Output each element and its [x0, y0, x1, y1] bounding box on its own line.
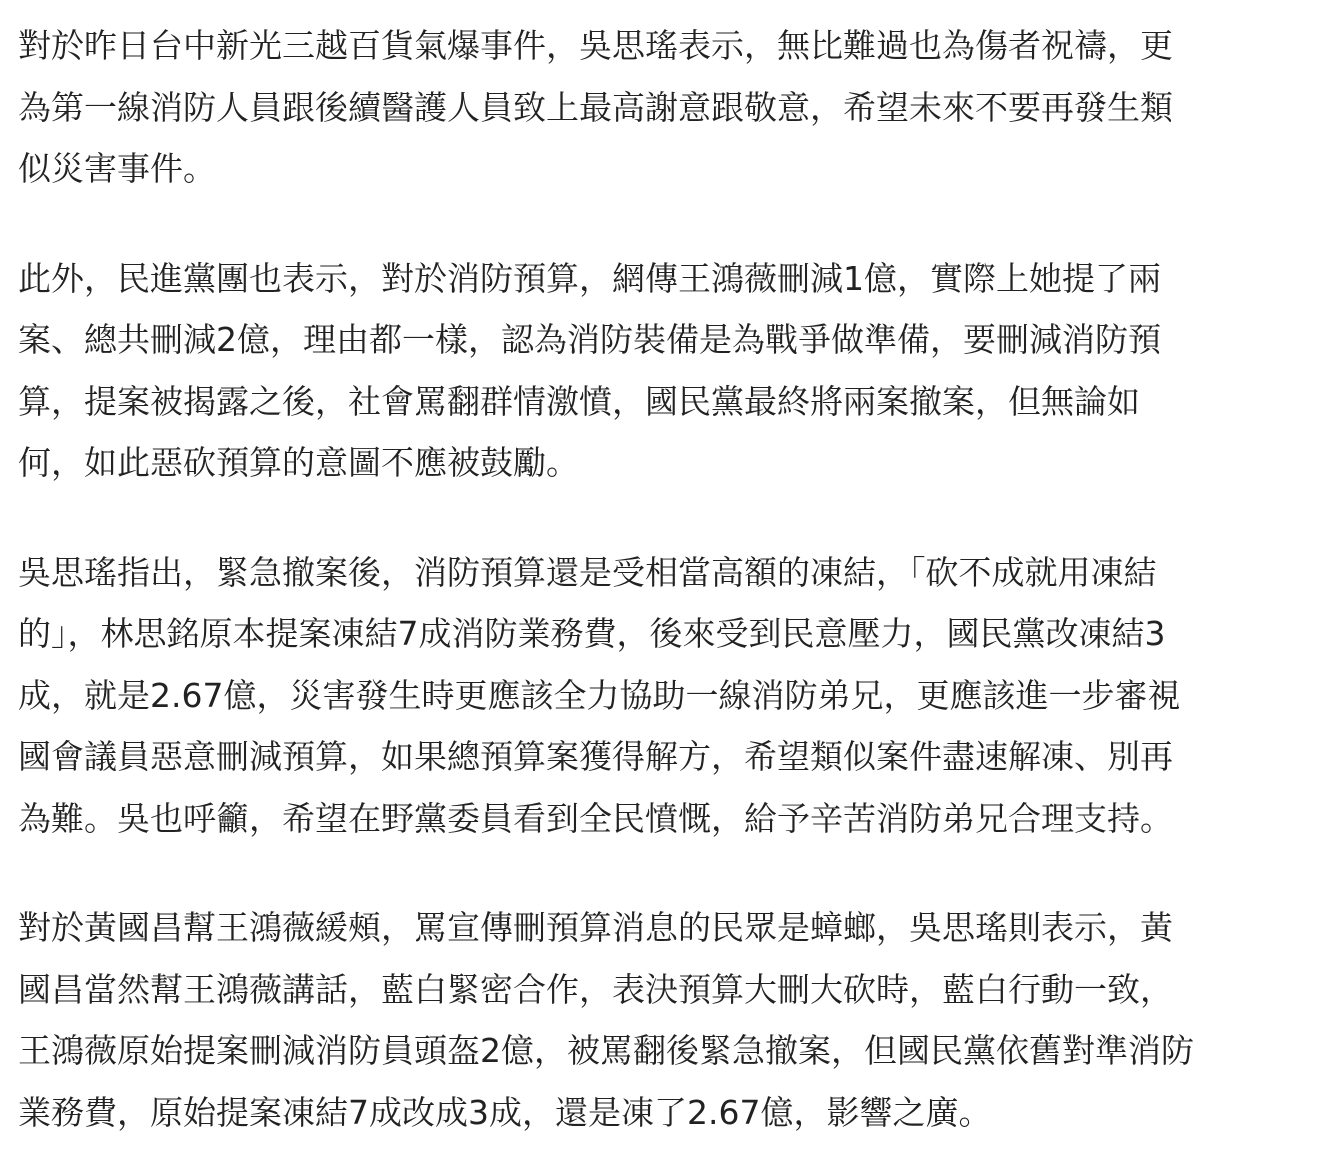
- paragraph-3: [18, 542, 1318, 850]
- paragraph-1: [18, 15, 1318, 200]
- paragraph-line: 成，就是2.67億，災害發生時更應該全力協助一線消防弟兄，更應該進一步審視: [18, 675, 1181, 715]
- paragraph-line: 對於昨日台中新光三越百貨氣爆事件，吳思瑤表示，無比難過也為傷者祝禱，更: [18, 26, 1173, 65]
- paragraph-line: 似災害事件。: [18, 149, 216, 188]
- paragraph-line: 對於黃國昌幫王鴻薇緩頰，罵宣傳刪預算消息的民眾是蟑螂，吳思瑤則表示，黃: [18, 908, 1173, 947]
- paragraph-line: 此外，民進黨團也表示，對於消防預算，網傳王鴻薇刪減1億，實際上她提了兩: [18, 258, 1161, 298]
- paragraph-line: 的」，林思銘原本提案凍結7成消防業務費，後來受到民意壓力，國民黨改凍結3: [18, 614, 1166, 653]
- paragraph-4: [18, 897, 1318, 1143]
- paragraph-line: 為難。吳也呼籲，希望在野黨委員看到全民憤慨，給予辛苦消防弟兄合理支持。: [18, 798, 1173, 838]
- paragraph-line: 何，如此惡砍預算的意圖不應被鼓勵。: [18, 443, 579, 482]
- paragraph-2: [18, 248, 1318, 494]
- paragraph-line: 案、總共刪減2億，理由都一樣，認為消防裝備是為戰爭做準備，要刪減消防預: [18, 320, 1161, 359]
- paragraph-line: 吳思瑤指出，緊急撤案後，消防預算還是受相當高額的凍結，「砍不成就用凍結: [18, 552, 1157, 592]
- paragraph-line: 業務費，原始提案凍結7成改成3成，還是凍了2.67億，影響之廣。: [18, 1092, 992, 1132]
- paragraph-line: 算，提案被揭露之後，社會罵翻群情激憤，國民黨最終將兩案撤案，但無論如: [18, 381, 1140, 421]
- paragraph-line: 國昌當然幫王鴻薇講話，藍白緊密合作，表決預算大刪大砍時，藍白行動一致，: [18, 969, 1173, 1009]
- paragraph-line: 國會議員惡意刪減預算，如果總預算案獲得解方，希望類似案件盡速解凍、別再: [18, 737, 1173, 776]
- paragraph-line: 為第一線消防人員跟後續醫護人員致上最高謝意跟敬意，希望未來不要再發生類: [18, 87, 1173, 127]
- paragraph-line: 王鴻薇原始提案刪減消防員頭盔2億，被罵翻後緊急撤案，但國民黨依舊對準消防: [18, 1031, 1194, 1070]
- article-body: [18, 15, 1318, 1143]
